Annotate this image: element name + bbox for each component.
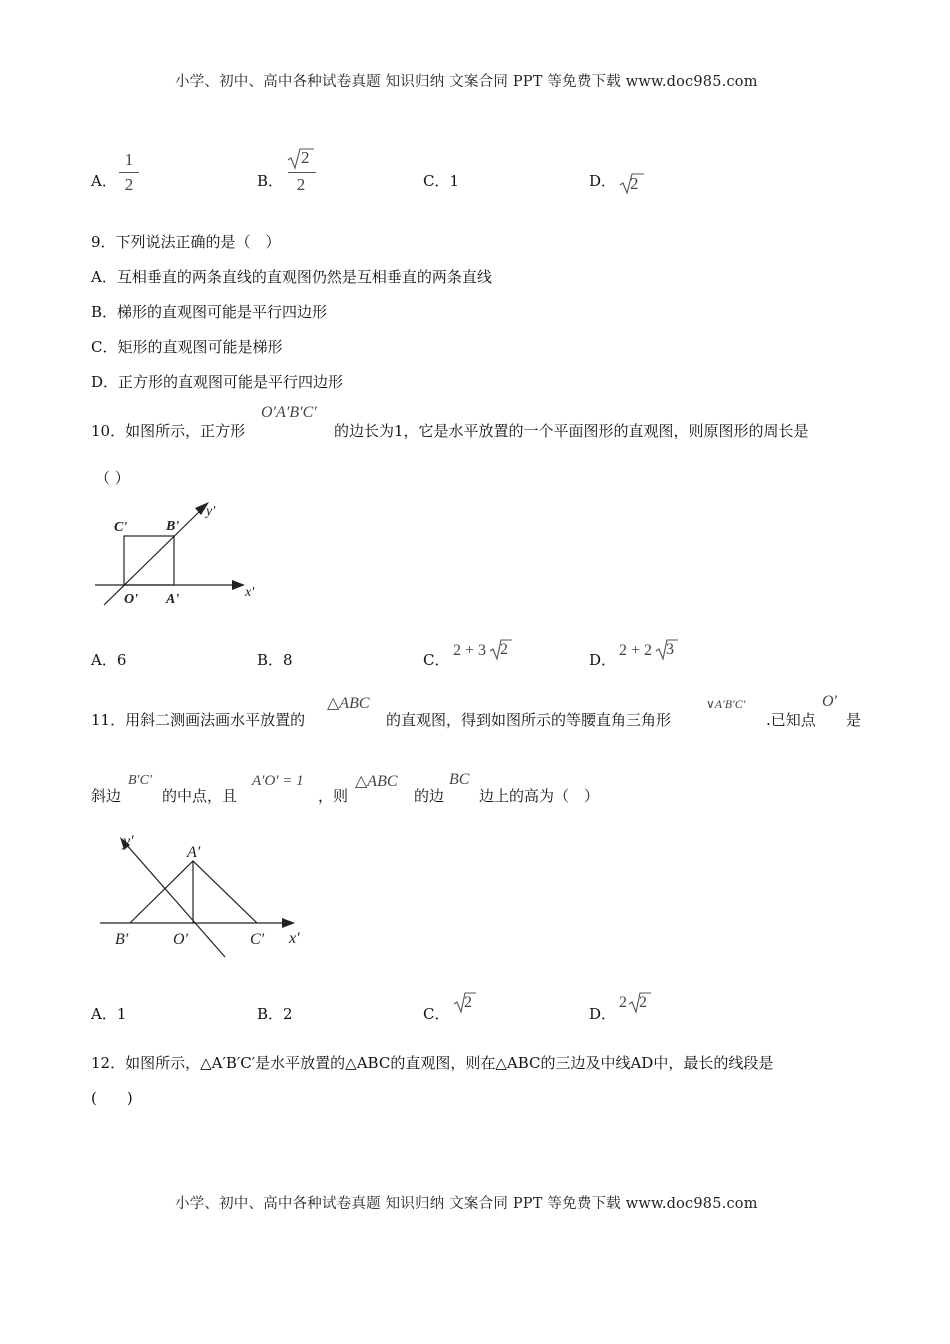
q8-option-b-numerator: 2: [301, 148, 310, 167]
q11-option-a: A．1: [91, 1005, 127, 1023]
q11-stem-point-o: O′: [822, 693, 838, 710]
q10-option-d-label: D．: [589, 651, 617, 669]
q8-option-b-fraction-bar: [288, 172, 316, 173]
q9-option-a: A．互相垂直的两条直线的直观图仍然是互相垂直的两条直线: [91, 268, 492, 286]
q11-label-o: O′: [173, 931, 189, 948]
q11-line2-prefix: 斜边: [91, 787, 122, 805]
q10-label-a: A': [166, 592, 180, 607]
q8-option-a-label: A．: [91, 172, 117, 190]
q11-option-d-label: D．: [589, 1005, 617, 1023]
q12-stem: 12．如图所示，△A′B′C′是水平放置的△ABC的直观图，则在△ABC的三边及中线AD中，最长的线段是: [91, 1054, 774, 1072]
q10-option-c-label: C．: [423, 651, 450, 669]
q11-label-y: y′: [123, 833, 134, 850]
q11-line2-middle: 的中点，且: [162, 787, 238, 805]
q10-stem-suffix: 的边长为1，它是水平放置的一个平面图形的直观图，则原图形的周长是: [334, 422, 809, 440]
q11-figure: [95, 828, 310, 963]
q11-label-b: B′: [115, 931, 129, 948]
page-header: 小学、初中、高中各种试卷真题 知识归纳 文案合同 PPT 等免费下载 www.doc985.com: [175, 74, 758, 90]
q11-label-c: C′: [250, 931, 265, 948]
q11-label-x: x′: [289, 930, 300, 947]
q10-stem-prefix: 10．如图所示，正方形: [91, 422, 246, 440]
page-footer: 小学、初中、高中各种试卷真题 知识归纳 文案合同 PPT 等免费下载 www.doc985.com: [175, 1196, 758, 1212]
q8-option-a-denominator: 2: [124, 175, 134, 194]
q11-option-b: B．2: [257, 1005, 293, 1023]
q10-option-b: B．8: [257, 651, 293, 669]
q11-line2-bc: BC: [449, 771, 470, 788]
q10-option-c-radicand: 2: [500, 641, 508, 658]
q10-label-c: C': [114, 520, 128, 535]
q11-label-a: A′: [187, 844, 201, 861]
q11-stem-triangle-abc: △ABC: [327, 695, 370, 712]
q11-option-d-coefficient: 2: [619, 994, 627, 1011]
q12-paren: ( ): [91, 1089, 133, 1107]
q11-option-c-radicand: 2: [464, 994, 472, 1011]
q10-option-a: A．6: [91, 651, 127, 669]
q10-label-y: y': [206, 504, 216, 519]
q10-option-c-value: 2 + 3: [453, 642, 487, 659]
q9-option-b: B．梯形的直观图可能是平行四边形: [91, 303, 328, 321]
q8-option-b-denominator: 2: [296, 175, 306, 194]
q11-option-c-label: C．: [423, 1005, 450, 1023]
q11-stem-end: 是: [846, 711, 862, 729]
q10-label-x: x': [245, 585, 255, 600]
q10-label-o: O': [124, 592, 138, 607]
q11-line2-ao-length: A′O′ = 1: [252, 773, 304, 789]
q10-label-b: B': [166, 519, 180, 534]
q11-line2-hypotenuse: B′C′: [128, 773, 153, 788]
q8-option-d-label: D．: [589, 172, 617, 190]
q9-stem: 9．下列说法正确的是（ ）: [91, 233, 281, 251]
q11-stem-triangle-prime: ∨A′B′C′: [706, 697, 746, 711]
q11-line2-triangle-abc: △ABC: [355, 773, 398, 790]
q9-option-d: D．正方形的直观图可能是平行四边形: [91, 373, 344, 391]
q11-stem-prefix: 11．用斜二测画法画水平放置的: [91, 711, 306, 729]
q11-stem-known-point: .已知点: [766, 711, 816, 729]
q11-stem-middle: 的直观图，得到如图所示的等腰直角三角形: [386, 711, 672, 729]
q11-option-d-radicand: 2: [639, 994, 647, 1011]
q11-line2-side: 的边: [414, 787, 445, 805]
q10-figure: [90, 495, 270, 610]
q11-line2-end: 边上的高为（ ）: [479, 787, 600, 805]
q11-line2-then: ，则: [318, 787, 349, 805]
q10-option-d-radicand: 3: [666, 641, 674, 658]
q8-option-d-radicand: 2: [630, 174, 639, 193]
q8-option-c: C．1: [423, 172, 460, 190]
q10-stem-square-name: O′A′B′C′: [261, 404, 317, 421]
q10-paren: （ ）: [95, 469, 130, 487]
q9-option-c: C．矩形的直观图可能是梯形: [91, 338, 283, 356]
q10-option-d-value: 2 + 2: [619, 642, 653, 659]
q8-option-a-fraction-bar: [119, 172, 139, 173]
q8-option-a-numerator: 1: [124, 150, 134, 169]
q8-option-b-label: B．: [257, 172, 284, 190]
